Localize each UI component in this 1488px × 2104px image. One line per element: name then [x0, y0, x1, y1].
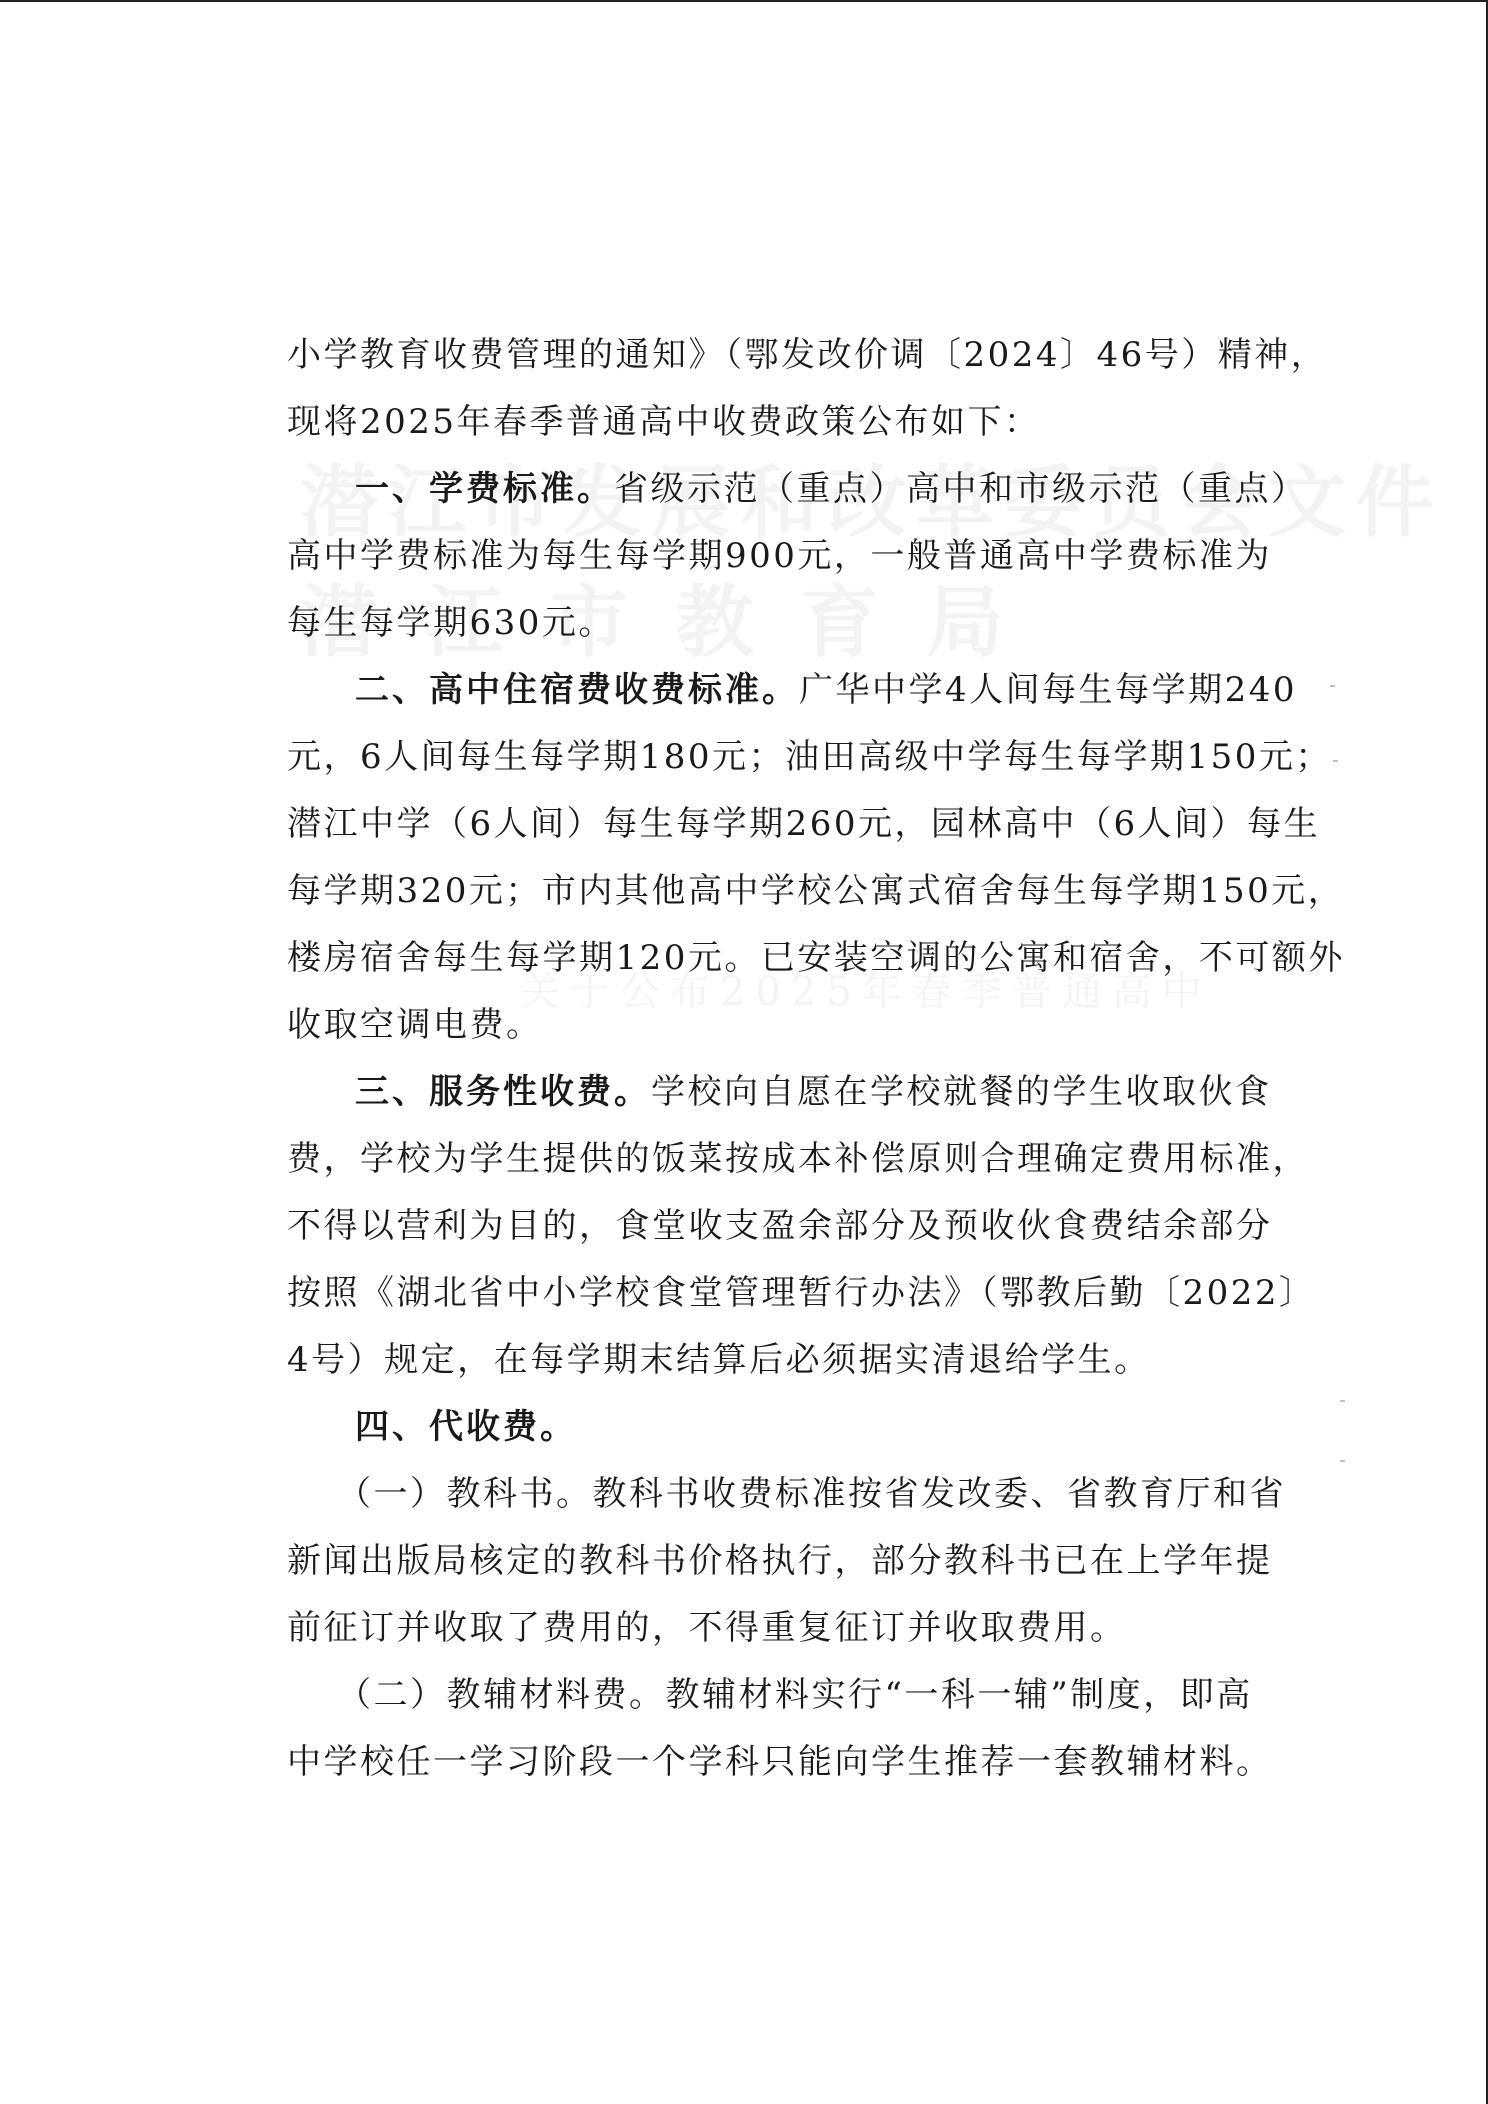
section4-sub1-line-3: 前征订并收取了费用的，不得重复征订并收取费用。: [287, 1608, 1127, 1648]
section3-heading: 三、服务性收费。: [355, 1072, 651, 1112]
section1-line-1: [287, 456, 1308, 523]
section4-sub2-line-1: （二）教辅材料费。教辅材料实行“一科一辅”制度，即高: [337, 1675, 1253, 1715]
section1-line-3: 每生每学期630元。: [287, 603, 615, 643]
scan-speck: [1333, 760, 1338, 762]
section4-line-1: [287, 1394, 1237, 1461]
intro-line-2: 现将2025年春季普通高中收费政策公布如下：: [287, 402, 1041, 442]
section2-heading: 二、高中住宿费收费标准。: [355, 670, 799, 710]
scan-speck: [1330, 685, 1335, 687]
section2-line-4: 每学期320元；市内其他高中学校公寓式宿舍每生每学期150元，: [287, 871, 1345, 911]
section1-line-2: 高中学费标准为每生每学期900元，一般普通高中学费标准为: [287, 536, 1272, 576]
section4-sub2-line-2: 中学校任一学习阶段一个学科只能向学生推荐一套教辅材料。: [287, 1742, 1273, 1782]
section1-heading: 一、学费标准。: [355, 469, 614, 509]
scan-border-top: [0, 0, 1488, 2]
document-body: [287, 322, 1345, 1796]
section3-line-3: 不得以营利为目的，食堂收支盈余部分及预收伙食费结余部分: [287, 1206, 1273, 1246]
scan-speck: [1340, 1460, 1345, 1462]
section2-line-6: 收取空调电费。: [287, 1005, 543, 1045]
scan-speck: [1340, 1400, 1345, 1402]
section2-line-3: 潜江中学（6人间）每生每学期260元，园林高中（6人间）每生: [287, 804, 1321, 844]
section2-text: 广华中学4人间每生每学期240: [799, 670, 1298, 710]
section1-text: 省级示范（重点）高中和市级示范（重点）: [614, 469, 1308, 509]
intro-line-1: 小学教育收费管理的通知》（鄂发改价调〔2024〕46号）精神，: [287, 335, 1328, 375]
section4-sub1-line-1: （一）教科书。教科书收费标准按省发改委、省教育厅和省: [337, 1474, 1286, 1514]
section4-sub1-line-2: 新闻出版局核定的教科书价格执行，部分教科书已在上学年提: [287, 1541, 1273, 1581]
section4-heading: 四、代收费。: [355, 1407, 577, 1447]
section2-line-2: 元，6人间每生每学期180元；油田高级中学每生每学期150元；: [287, 737, 1332, 777]
section2-line-5: 楼房宿舍每生每学期120元。已安装空调的公寓和宿舍，不可额外: [287, 938, 1345, 978]
section3-line-4: 按照《湖北省中小学校食堂管理暂行办法》（鄂教后勤〔2022〕: [287, 1273, 1316, 1313]
section3-line-5: 4号）规定，在每学期末结算后必须据实清退给学生。: [287, 1340, 1151, 1380]
section3-text: 学校向自愿在学校就餐的学生收取伙食: [651, 1072, 1272, 1112]
section2-line-1: [287, 657, 1298, 724]
section3-line-1: [287, 1059, 1272, 1126]
section3-line-2: 费，学校为学生提供的饭菜按成本补偿原则合理确定费用标准，: [287, 1139, 1309, 1179]
